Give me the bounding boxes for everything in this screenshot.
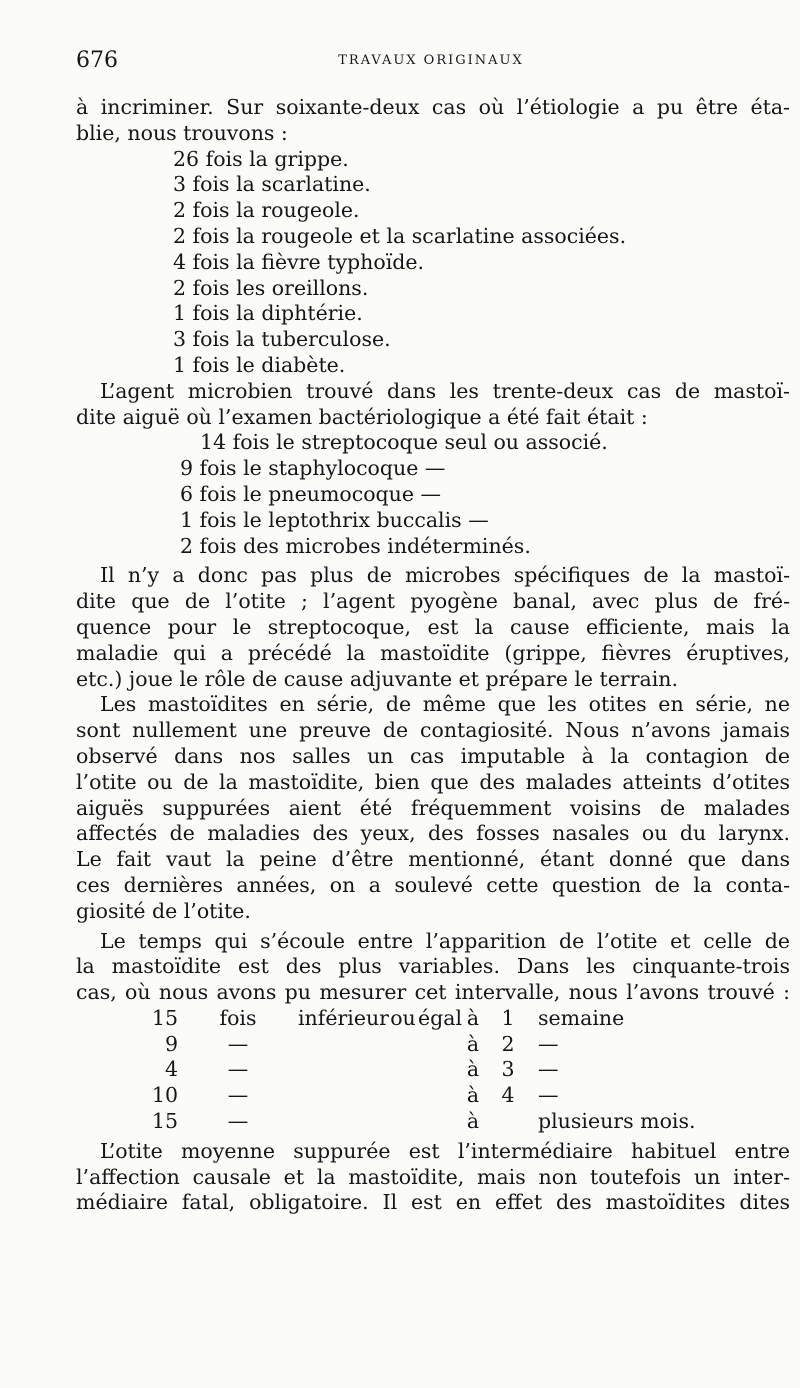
table-cell: à (466, 1109, 480, 1134)
table-cell (418, 1083, 458, 1109)
table-cell (388, 1057, 418, 1083)
text-line: dite que de l’otite ; l’agent pyogène banal, avec plus de fré- (76, 589, 790, 614)
text-line: l’otite ou de la mastoïdite, bien que des malades atteints d’otites (76, 769, 790, 794)
text-line: blie, nous trouvons : (76, 120, 288, 145)
table-row (76, 1006, 790, 1032)
list-item: 1 fois la diphtérie. (173, 301, 363, 326)
paragraph-otitis (76, 1139, 790, 1216)
text-line: etc.) joue le rôle de cause adjuvante et prépare le terrain. (76, 666, 679, 691)
text-line: la mastoïdite est des plus variables. Dans les cinquante-trois (76, 954, 790, 979)
interval-table (76, 1006, 790, 1135)
paragraph-contagion (76, 692, 790, 924)
table-row (76, 1109, 790, 1135)
text-line: à incriminer. Sur soixante-deux cas où l’étiologie a pu être éta- (76, 95, 790, 119)
table-cell: — (538, 1057, 559, 1082)
table-cell: 15 (151, 1109, 178, 1134)
list-item: 6 fois le pneumocoque — (180, 481, 442, 506)
table-cell: — (538, 1083, 559, 1108)
page-body (76, 95, 790, 1216)
list-item: 3 fois la scarlatine. (173, 172, 371, 197)
table-cell: semaine (538, 1005, 625, 1030)
list-item: 2 fois les oreillons. (173, 275, 369, 300)
text-line: sont nullement une preuve de contagiosité. Nous n’avons jamais (76, 718, 790, 743)
table-cell: à (466, 1057, 480, 1082)
text-line: affectés de maladies des yeux, des fosses nasales ou du larynx. (76, 821, 790, 846)
etiology-list (76, 147, 790, 379)
table-row (76, 1032, 790, 1058)
list-item: 3 fois la tuberculose. (173, 327, 391, 352)
text-line: aiguës suppurées aient été fréquemment voisins de malades (76, 795, 790, 820)
table-cell: ou (390, 1005, 416, 1030)
table-cell (418, 1109, 458, 1135)
text-line: dite aiguë où l’examen bactériologique a été fait était : (76, 404, 648, 429)
list-item: 2 fois des microbes indéterminés. (180, 533, 531, 558)
paragraph-specificity (76, 563, 790, 692)
text-line: Le fait vaut la peine d’être mentionné, étant donné que dans (76, 847, 790, 872)
table-cell (488, 1109, 528, 1135)
text-line: l’affection causale et la mastoïdite, mais non toutefois un inter- (76, 1164, 790, 1189)
table-cell: 10 (151, 1083, 178, 1108)
list-item: 1 fois le diabète. (173, 352, 346, 377)
table-cell: 9 (164, 1031, 178, 1056)
microbe-list (76, 430, 790, 559)
list-item: 2 fois la rougeole. (173, 198, 360, 223)
page-number: 676 (76, 48, 118, 73)
table-cell: 3 (501, 1057, 515, 1082)
table-cell: — (227, 1109, 249, 1134)
table-cell (388, 1109, 418, 1135)
table-cell: fois (219, 1005, 257, 1030)
text-line: médiaire fatal, obligatoire. Il est en effet des mastoïdites dites (76, 1190, 790, 1215)
paragraph-interval (76, 929, 790, 1006)
table-cell: inférieur (298, 1005, 389, 1030)
list-item: 2 fois la rougeole et la scarlatine associées. (173, 223, 627, 248)
table-cell: plusieurs mois. (538, 1109, 696, 1134)
table-cell: à (466, 1031, 480, 1056)
list-item: 26 fois la grippe. (173, 146, 349, 171)
running-title: TRAVAUX ORIGINAUX (338, 53, 524, 68)
text-line: observé dans nos salles un cas imputable à la contagion de (76, 743, 790, 768)
list-item: 4 fois la fièvre typhoïde. (173, 249, 425, 274)
table-cell: à (466, 1083, 480, 1108)
table-cell: 1 (501, 1005, 515, 1030)
table-cell (298, 1032, 388, 1058)
table-cell: égal (418, 1005, 463, 1030)
table-cell: — (538, 1031, 559, 1056)
table-cell: 4 (501, 1083, 515, 1108)
text-line: cas, où nous avons pu mesurer cet intervalle, nous l’avons trouvé : (76, 980, 790, 1005)
table-cell: — (227, 1083, 249, 1108)
text-line: quence pour le streptocoque, est la cause efficiente, mais la (76, 614, 790, 639)
text-line: Les mastoïdites en série, de même que les otites en série, ne (100, 692, 790, 717)
text-line: giosité de l’otite. (76, 898, 251, 923)
list-item: 9 fois le staphylocoque — (180, 456, 446, 481)
list-item: 1 fois le leptothrix buccalis — (180, 507, 489, 532)
table-cell (298, 1057, 388, 1083)
table-cell: 4 (164, 1057, 178, 1082)
paragraph-intro (76, 95, 790, 147)
table-cell: 2 (501, 1031, 515, 1056)
table-cell (388, 1083, 418, 1109)
table-cell (298, 1109, 388, 1135)
text-line: maladie qui a précédé la mastoïdite (grippe, fièvres éruptives, (76, 640, 790, 665)
table-cell (298, 1083, 388, 1109)
table-cell (418, 1057, 458, 1083)
text-line: Le temps qui s’écoule entre l’apparition de l’otite et celle de (100, 928, 790, 953)
list-item: 14 fois le streptocoque seul ou associé. (200, 430, 608, 455)
table-cell: à (466, 1005, 480, 1030)
table-cell (418, 1032, 458, 1058)
text-line: Il n’y a donc pas plus de microbes spécifiques de la mastoï- (100, 563, 790, 588)
table-cell: — (227, 1057, 249, 1082)
table-row (76, 1083, 790, 1109)
page-header (76, 48, 786, 78)
text-line: ces dernières années, on a soulevé cette question de la conta- (76, 872, 790, 897)
paragraph-bacteriology (76, 379, 790, 431)
table-cell (388, 1032, 418, 1058)
text-line: L’otite moyenne suppurée est l’intermédiaire habituel entre (100, 1138, 790, 1163)
table-cell: — (227, 1031, 249, 1056)
table-row (76, 1057, 790, 1083)
table-cell: 15 (151, 1005, 178, 1030)
text-line: L’agent microbien trouvé dans les trente-deux cas de mastoï- (100, 378, 790, 403)
